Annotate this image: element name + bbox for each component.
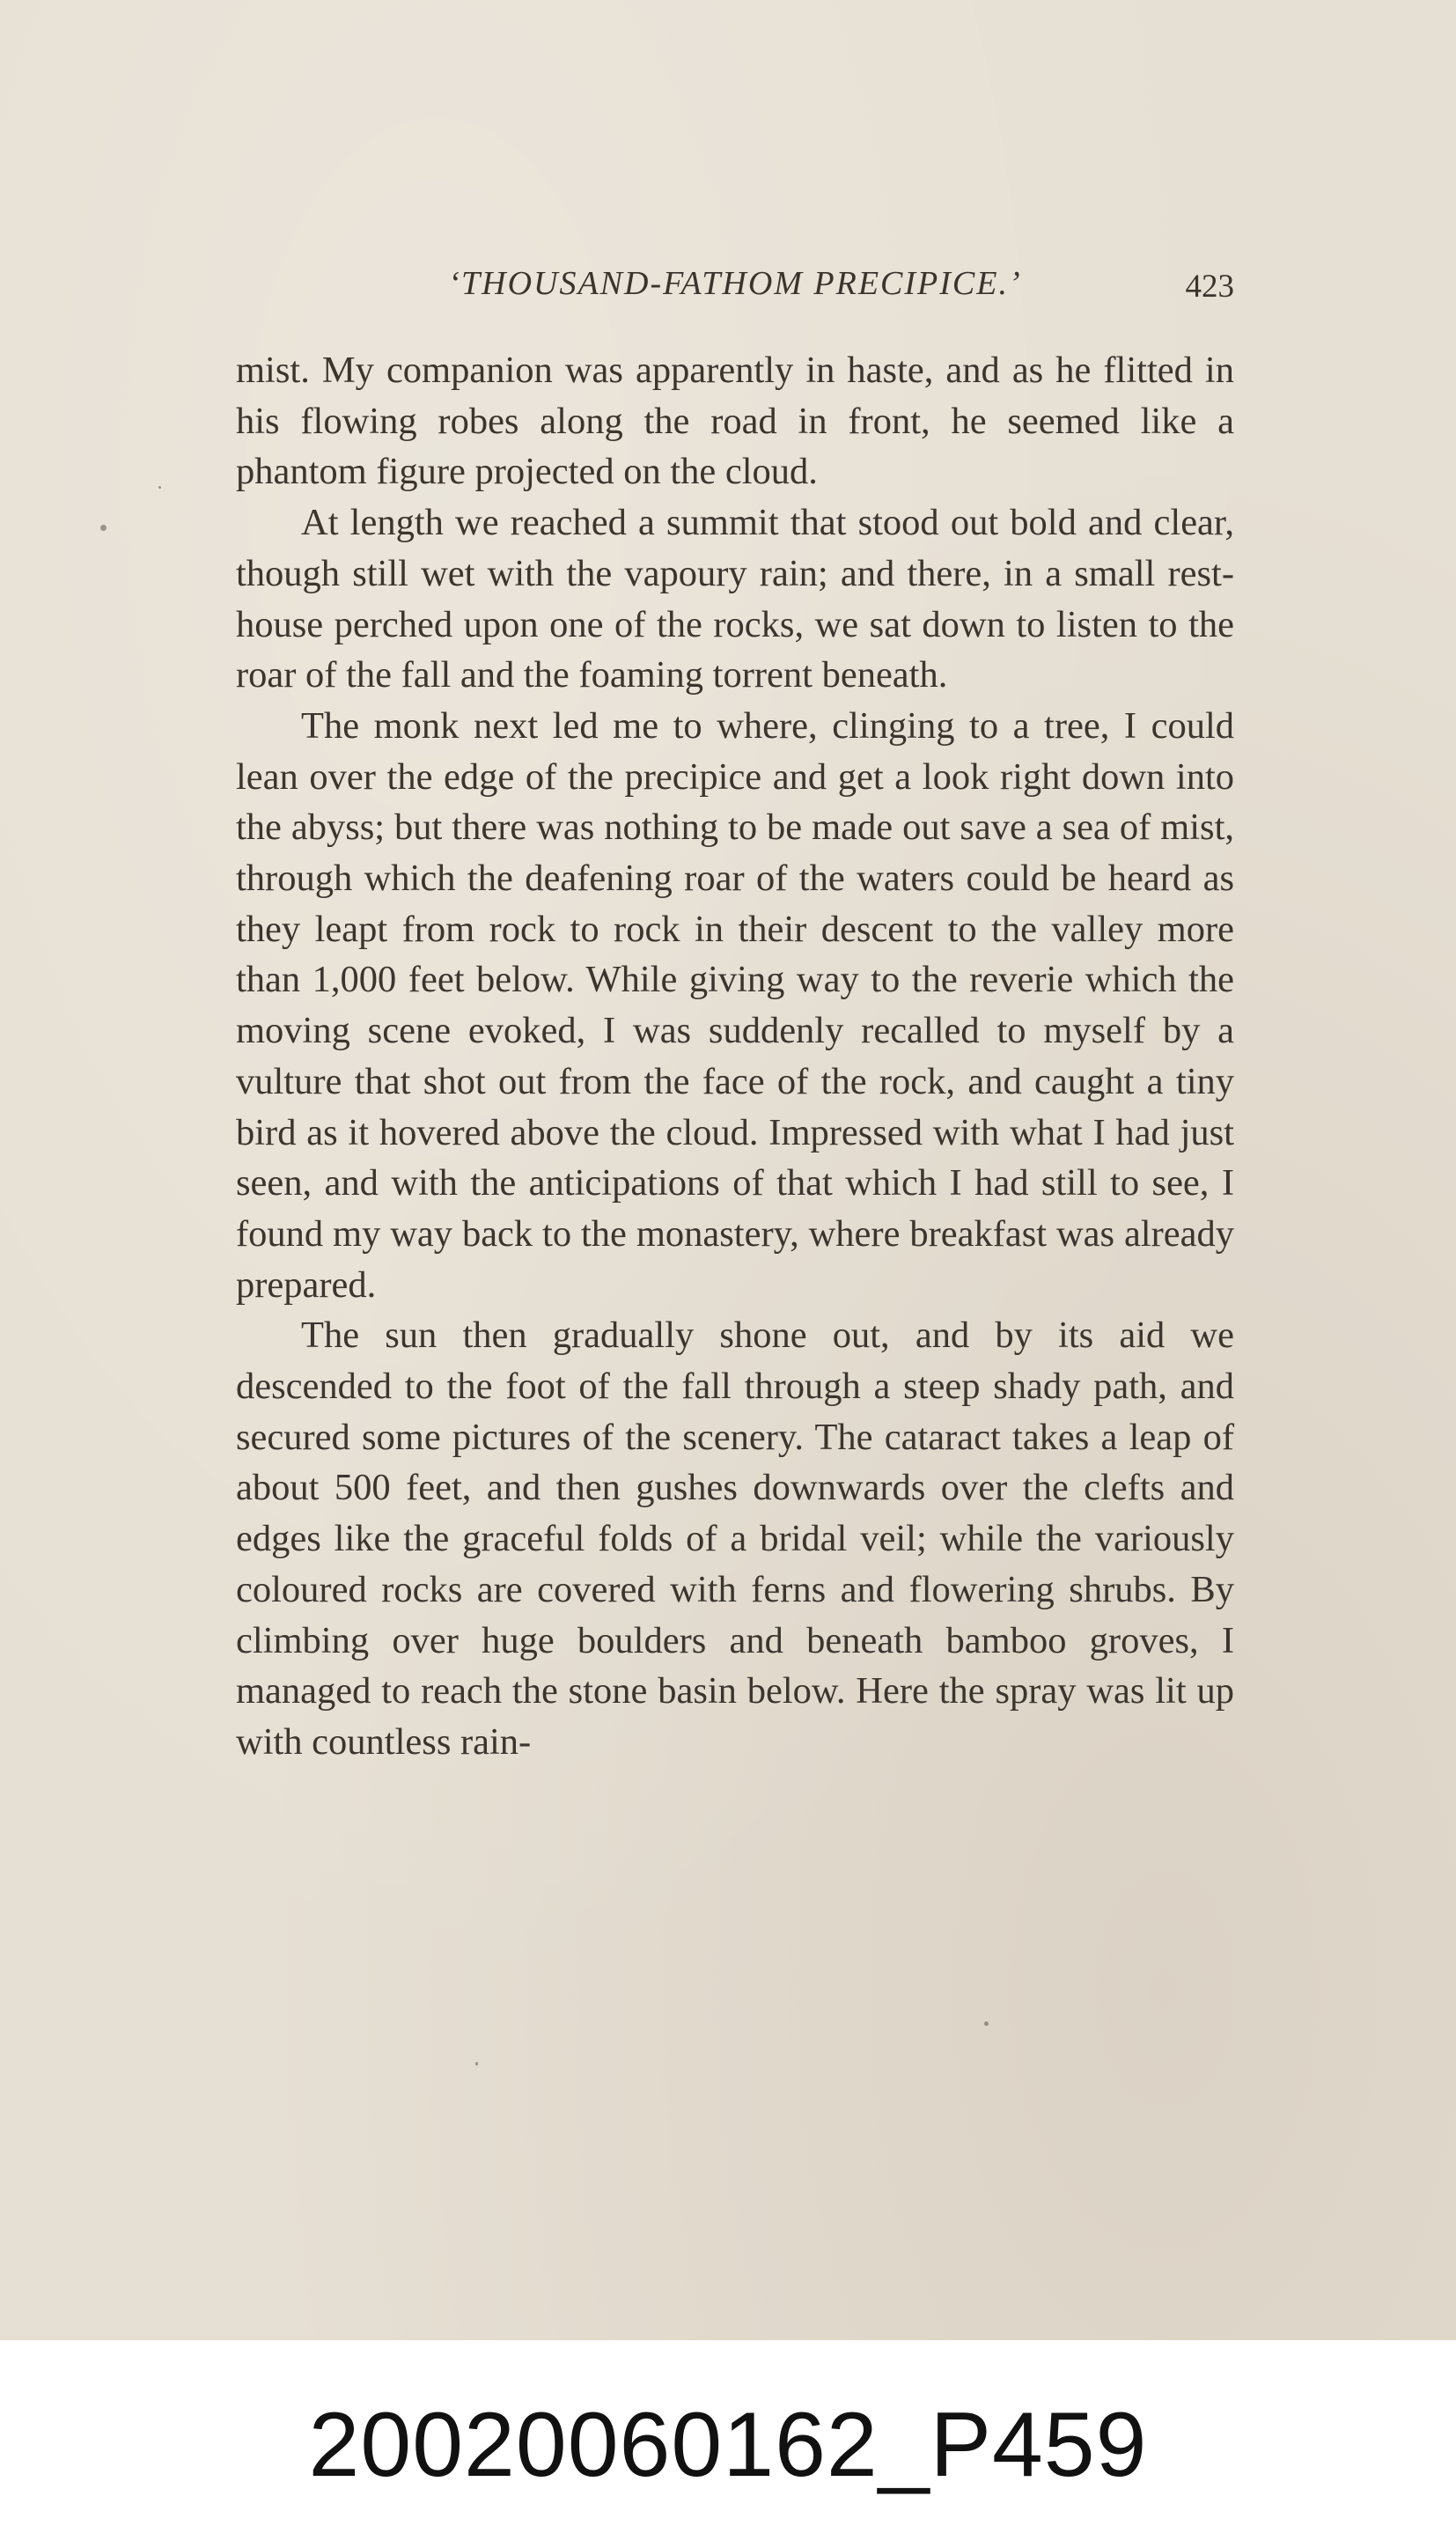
scan-caption	[0, 2340, 1456, 2548]
scan-identifier: 20020060162_P459	[308, 2394, 1148, 2496]
paragraph: The monk next led me to where, clinging to a tree, I could lean over the edge of the precipice and get a look right down into the abyss; but there was nothing to be made out save a sea of mist, through which the deafening roar of the waters could be heard as they leapt from rock to rock in their descent to the valley more than 1,000 feet below. While giving way to the reverie which the moving scene evoked, I was suddenly recalled to myself by a vulture that shot out from the face of the rock, and caught a tiny bird as it hovered above the cloud. Impressed with what I had just seen, and with the anticipations of that which I had still to see, I found my way back to the monastery, where breakfast was already prepared.	[236, 704, 1234, 1306]
page-number: 423	[1185, 269, 1234, 305]
paper-speck	[475, 2062, 478, 2066]
paragraph: At length we reached a summit that stood out bold and clear, though still wet with the vapoury rain; and there, in a small rest-house perched upon one of the rocks, we sat down to listen to the roar of the fall and the foaming torrent beneath.	[236, 502, 1234, 696]
page-header	[236, 264, 1234, 317]
paragraph: mist. My companion was apparently in haste, and as he flitted in his flowing robes along the road in front, he seemed like a phantom figure projected on the cloud.	[236, 350, 1234, 493]
paragraph: The sun then gradually shone out, and by its aid we descended to the foot of the fall through a steep shady path, and secured some pictures of the scenery. The cataract takes a leap of about 500 feet, and then gushes downwards over the clefts and edges like the graceful folds of a bridal veil; while the variously coloured rocks are covered with ferns and flowering shrubs. By climbing over huge boulders and beneath bamboo groves, I managed to reach the stone basin below. Here the spray was lit up with countless rain-	[236, 1315, 1234, 1763]
body-text	[236, 345, 1234, 1768]
paper-speck	[984, 2021, 989, 2026]
running-title: ‘THOUSAND-FATHOM PRECIPICE.’	[448, 265, 1022, 302]
paper-speck	[100, 525, 107, 531]
paper-speck	[158, 486, 161, 489]
